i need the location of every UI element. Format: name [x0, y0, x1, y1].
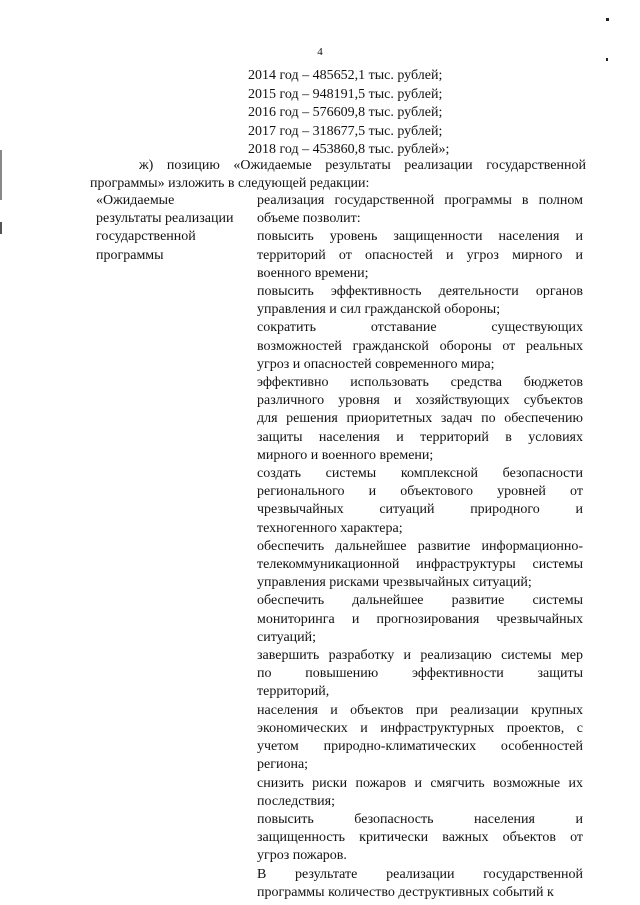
scan-mark — [606, 18, 609, 21]
content-line: различного уровня и хозяйствующих субъектов — [257, 393, 583, 409]
content-line: территорий, — [257, 684, 330, 700]
content-line: учетом природно-климатических особенностей — [257, 739, 583, 755]
intro-text: ж) позицию «Ожидаемые результаты реализации государственной программы» изложить в следующей редакции: — [90, 158, 586, 191]
funding-list — [248, 67, 449, 160]
content-line: техногенного характера; — [257, 520, 403, 536]
content-line: последствия; — [257, 793, 335, 809]
content-line: управления и сил гражданской обороны; — [257, 302, 501, 318]
funding-line: 2014 год – 485652,1 тыс. рублей; — [248, 68, 443, 83]
content-line: объеме позволит: — [257, 211, 361, 227]
scan-mark — [606, 58, 608, 61]
content-line: для решения приоритетных задач по обеспечению — [257, 411, 583, 427]
content-line: мониторинга и прогнозирования чрезвычайных — [257, 611, 583, 627]
content-line: региона; — [257, 757, 309, 773]
content-line: населения и объектов при реализации крупных — [257, 702, 583, 718]
scan-mark — [0, 150, 2, 200]
label-line: результаты реализации — [96, 211, 234, 227]
content-line: повысить эффективность деятельности органов — [257, 284, 583, 300]
content-line: чрезвычайных ситуаций природного и — [257, 502, 583, 518]
content-line: мирного и военного времени; — [257, 447, 434, 463]
label-line: программы — [96, 247, 164, 263]
content-line: по повышению эффективности защиты — [257, 666, 583, 682]
content-line: обеспечить дальнейшее развитие информационно- — [257, 538, 583, 554]
content-line: создать системы комплексной безопасности — [257, 466, 583, 482]
funding-line: 2018 год – 453860,8 тыс. рублей»; — [248, 142, 450, 158]
content-line: защищенность критически важных объектов от — [257, 830, 583, 846]
label-line: государственной — [96, 229, 196, 245]
content-line: снизить риски пожаров и смягчить возможные их — [257, 775, 583, 791]
content-line: управления рисками чрезвычайных ситуаций; — [257, 575, 532, 591]
content-line: военного времени; — [257, 265, 369, 281]
content-line: эффективно использовать средства бюджетов — [257, 375, 583, 391]
content-line: регионального и объектового уровней от — [257, 484, 583, 500]
content-line: территорий от опасностей и угроз мирного и — [257, 247, 583, 263]
funding-line: 2016 год – 576609,8 тыс. рублей; — [248, 105, 443, 121]
content-line: В результате реализации государственной — [257, 866, 583, 882]
content-line: угроз пожаров. — [257, 848, 347, 864]
content-line: обеспечить дальнейшее развитие системы — [257, 593, 583, 609]
position-label — [96, 192, 252, 265]
label-line: «Ожидаемые — [96, 193, 175, 208]
content-line: повысить безопасность населения и — [257, 811, 583, 827]
funding-line: 2017 год – 318677,5 тыс. рублей; — [248, 123, 443, 139]
content-line: программы количество деструктивных событий к — [257, 884, 554, 900]
content-line: ситуаций; — [257, 629, 317, 645]
content-line: реализация государственной программы в полном — [257, 193, 583, 208]
funding-line: 2015 год – 948191,5 тыс. рублей; — [248, 86, 443, 102]
content-line: завершить разработку и реализацию системы мер — [257, 648, 583, 664]
content-line: экономических и инфраструктурных проектов, с — [257, 720, 583, 736]
scan-mark — [0, 222, 2, 234]
page-number: 4 — [317, 46, 323, 58]
content-line: защиты населения и территорий в условиях — [257, 429, 583, 445]
content-line: сократить отставание существующих — [257, 320, 583, 336]
content-line: повысить уровень защищенности населения и — [257, 229, 583, 245]
content-line: угроз и опасностей современного мира; — [257, 356, 495, 372]
intro-paragraph — [90, 157, 586, 193]
content-line: возможностей гражданской обороны от реальных — [257, 338, 583, 354]
position-content — [257, 192, 583, 902]
content-line: телекоммуникационной инфраструктуры системы — [257, 557, 583, 573]
